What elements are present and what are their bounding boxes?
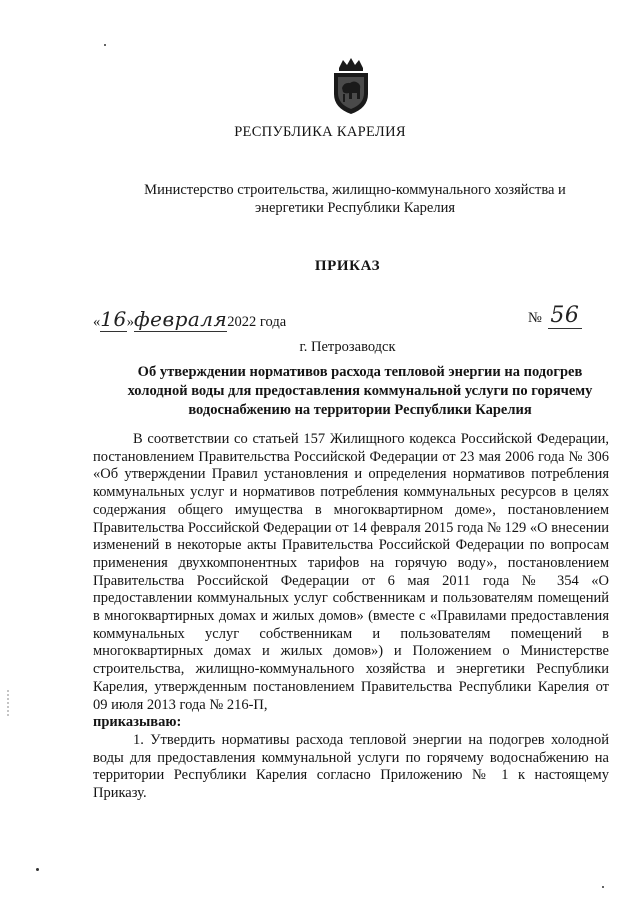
order-body (93, 431, 609, 803)
order-word: приказываю: (93, 714, 182, 731)
order-number (528, 303, 582, 329)
handwritten-month: февраля (133, 307, 228, 331)
coat-of-arms-emblem (330, 56, 372, 116)
order-date (93, 307, 286, 331)
preamble-paragraph (93, 431, 609, 732)
scan-speck (36, 868, 39, 871)
margin-scan-mark (6, 690, 10, 718)
date-open-quote: « (93, 314, 101, 330)
scan-speck (104, 44, 106, 46)
date-close-quote: » (126, 314, 134, 330)
date-year: 2022 года (227, 314, 287, 330)
item-1-paragraph: 1. Утвердить нормативы расхода тепловой энергии на подогрев холодной воды для предоставления коммунальной услуги по горячему водоснабжению на территории Республики Карелия согласно Приложению № 1 к настоящему Приказу. (93, 731, 609, 802)
order-title: ПРИКАЗ (314, 258, 381, 274)
republic-name: РЕСПУБЛИКА КАРЕЛИЯ (234, 124, 406, 140)
order-heading: Об утверждении нормативов расхода тепловой энергии на подогрев холодной воды для предоставления коммунальной услуги по горячему водоснабжению на территории Республики Карелия (127, 364, 593, 418)
handwritten-day: 16 (100, 307, 127, 331)
city-name: г. Петрозаводск (299, 339, 396, 355)
scan-speck (602, 886, 604, 888)
ministry-name: Министерство строительства, жилищно-коммунального хозяйства и энергетики Республики Карелия (144, 182, 566, 216)
handwritten-number: 56 (548, 303, 582, 329)
number-label: № (528, 310, 542, 326)
preamble-text: В соответствии со статьей 157 Жилищного кодекса Российской Федерации, постановлением Правительства Российской Федерации от 23 мая 2006 года № 306 «Об утверждении Правил установления и определения нормативов потребления коммунальных услуг и нормативов потребления коммунальных ресурсов в целях содержания общего имущества в многоквартирном доме», постановлением Правительства Российской Федерации от 14 февраля 2015 года № 129 «О внесении изменений в некоторые акты Правительства Российской Федерации по вопросам применения двухкомпонентных тарифов на горячую воду», постановлением Правительства Российской Федерации от 6 мая 2011 года № 354 «О предоставлении коммунальных услуг собственникам и пользователям помещений в многоквартирных домах и жилых домов» (вместе с «Правилами предоставления коммунальных услуг собственникам и пользователям помещений в многоквартирных домах и жилых домов») и Положением о Министерстве строительства, жилищно-коммунального хозяйства и энергетики Республики Карелия, утвержденным постановлением Правительства Республики Карелия от 09 июля 2013 года № 216-П, (93, 431, 609, 713)
